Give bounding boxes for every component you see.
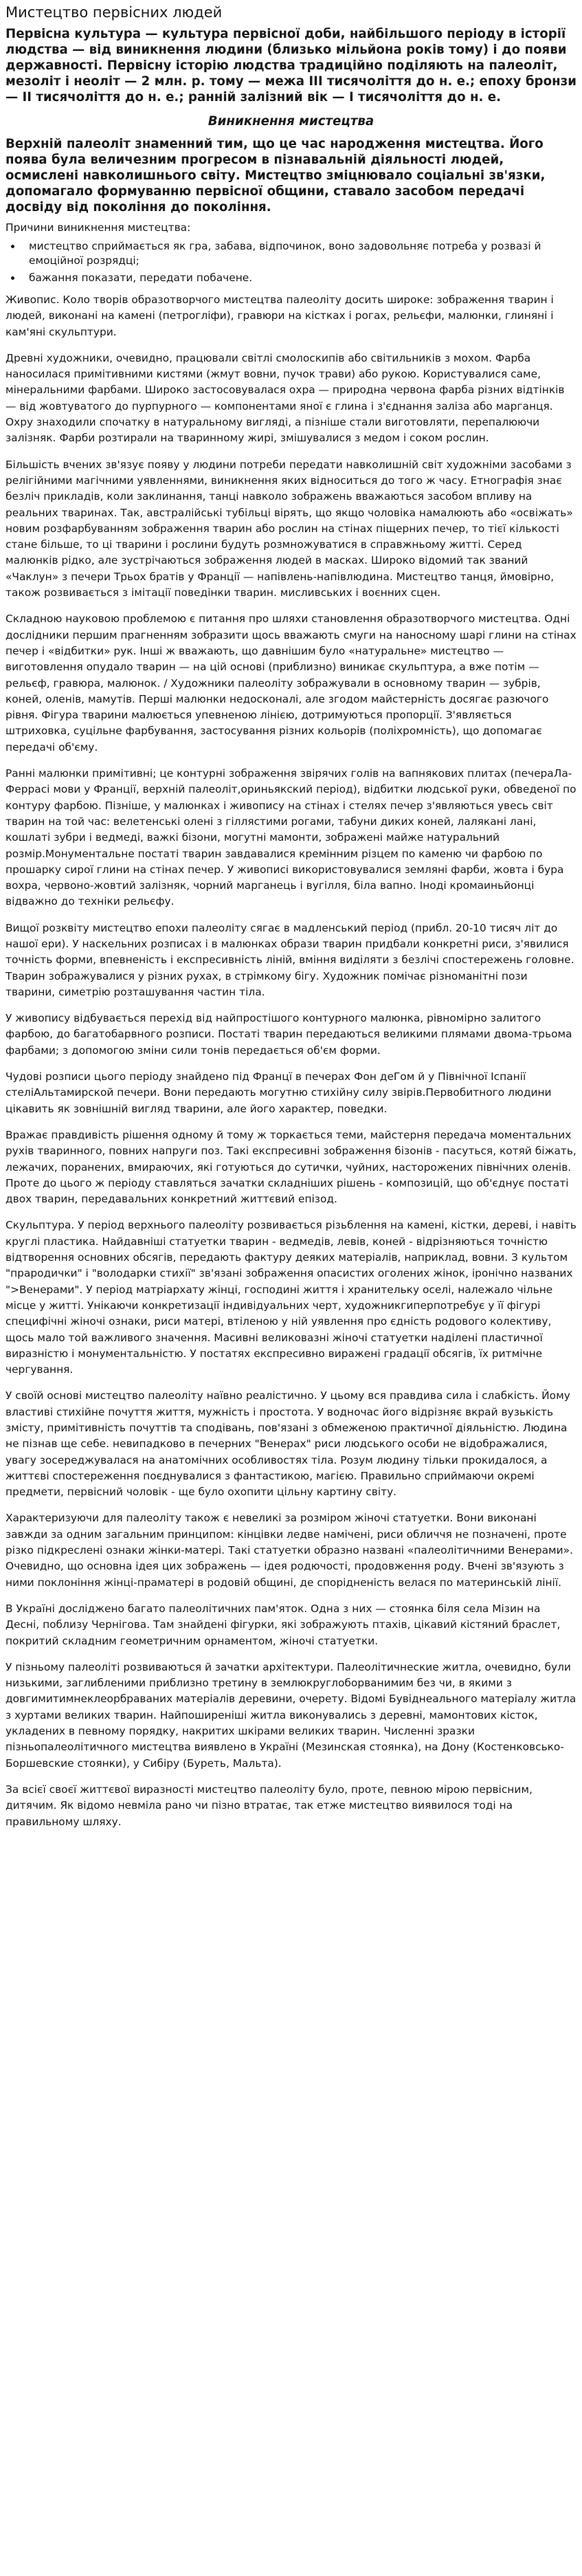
paragraph-artists: Древні художники, очевидно, працювали світлі смолоскипів або світильників з мохом. Фарба наносилася примітивними кистями (жмут вовни, пучок трави) або рукою. Користувалися саме, мінеральними фарбами. Широко застосовувалася охра — природна червона фарба різних відтінків — від жовтуватого до пурпурного — компонентами яної є глина і з'єднання заліза або марганця. Охру знаходили спочатку в натуральному вигляді, а пізніше стали виготовляти, перепалюючи залізняк. Фарби розтирали на тваринному жирі, змішувалися з медом і соком рослин. bbox=[5, 351, 565, 445]
paragraph-polychrome: У живопису відбувається перехід від найпростішого контурного малюнка, рівномірно залитого фарбою, до багатобарвного розписи. Постаті тварин передаються великими плямами двома-трьома фарбами; з допомогою зміни сили тонів передається об'єм форми. bbox=[5, 1012, 572, 1057]
paragraph-realism: У своїй основі мистецтво палеоліту наївно реалістично. У цьому вся правдива сила і слабкість. Йому властиві стихійне почуття життя, мужність і простота. У водночас його відрізняє вкрай вузькість змісту, примітивність почуттів та сподівань, пов'язані з обмеженою практичної діяльністю. Людина не пізнав ще себе. невипадково в печерних "Венерах" риси людського особи не відображалися, увагу зосереджувалася на анатомічних особливостях тіла. Розум людину тільки прокидалося, а життєві спостереження поєднувалися з фантастикою, магією. Правильно сприймаючи окремі предмети, первісний чоловік - ще було охопити цільну картину світу. bbox=[5, 1389, 570, 1499]
page-title: Мистецтво первісних людей bbox=[5, 4, 223, 21]
paragraph-early-drawings: Ранні малюнки примітивні; це контурні зображення звірячих голів на вапнякових плитах (печераЛа-Феррасі мови у Франції, верхній палеоліт,ориньякский період), відбитки людської руки, обведеної по контуру фарбою. Пізніше, у малюнках і живопису на стінах і стелях печер з'являються увесь світ тварин на той час: велетенські олені з гіллястими рогами, табуни диких коней, лалякані лані, кошлаті зубри і ведмеді, важкі бізони, могутні мамонти, зображені майже натуральний розмір.Монументальне постаті тварин завдавалися кремінним різцем по каменю чи фарбою по прошарку сирої глини на стінах печер. У живописі використовувалися земляні фарби, жовта і бура вохра, червоно-жовтий залізняк, чорний марганець і вугілля, біла вапно. Іноді кромаиньйонці відважно до техніки рельєфу. bbox=[5, 767, 577, 908]
paragraph-caves: Чудові розписи цього періоду знайдено під Францї в печерах Фон деГом й у Північної Іспанії стеліАльтамирской печери. Вони передають могутню стихійну силу звірів.Первобитного людини цікавить як зовнішній вигляд тварини, але його характер, поведки. bbox=[5, 1070, 552, 1115]
section-heading: Виникнення мистецтва bbox=[208, 114, 374, 129]
paragraph-truthfulness: Вражає правдивість рішення одному й тому ж торкається теми, майстерня передача моментальних рухів тваринного, повних напруги поз. Такі експресивні зображення бізонів - пасуться, котяй біжать, лежачих, поранених, вмираючих, які готуються до сутички, чуйних, насторожених північних оленів. Проте до цього ж періоду ставляться зачатки складніших рішень - композицій, що об'єднує постаті двох тварин, передавальних конкретний життєвий епізод. bbox=[5, 1128, 577, 1206]
reasons-list bbox=[5, 239, 577, 285]
paragraph-painting: Живопис. Коло творів образотворчого мистецтва палеоліту досить широке: зображення тварин і людей, виконані на камені (петрогліфи), гравюри на кістках і рогах, рельєфи, малюнки, глиняні і кам'яні скульптури. bbox=[5, 294, 554, 338]
paragraph-sculpture: Скульптура. У період верхнього палеоліту розвивається різьблення на камені, кістки, дереві, і навіть круглі пластика. Найдавніші статуетки тварин - ведмедів, левів, коней - відрізняються точністю відтворення основних обсягів, передають фактуру деяких матеріалів, наприклад, вовни. З культом "прародички" і "володарки стихії" зв'язані зображення опасистих оголених жінок, іронічно названих ">Венерами". У період матріархату жінці, господині життя і хранительку оселі, належало чільне місце у житті. Унікаючи конкретизації індивідуальних черт, художникгиперпотребує у її фігурі специфічні жіночі ознаки, риси матері, втіленою у ній уявлення про єдність родового колективу, щось мало той важливого значення. Масивні великовазні жіночі статуетки наділені пластичної виразністю і монументальністю. У постатях експресивно виражені градації обсягів, їх ритмічне чергування. bbox=[5, 1219, 577, 1376]
reason-item: • мистецтво сприймається як гра, забава, відпочинок, воно задовольняє потреба у розвазі й емоційної розрядці; bbox=[22, 239, 577, 268]
paragraph-conclusion: За всієї своєї життєвої виразності мистецтво палеоліту було, проте, певною мірою первісним, дитячим. Як відомо невміла рано чи пізно втратає, так етже мистецтво виявилося тоді на правильному шляху. bbox=[5, 1783, 533, 1828]
paragraph-ukraine: В Україні досліджено багато палеолітичних пам'яток. Одна з них — стоянка біля села Мізин на Десні, поблизу Чернігова. Там знайдені фігурки, які зображують птахів, цікавий кістяний браслет, покритий складним геометричним орнаментом, жіночі статуетки. bbox=[5, 1602, 561, 1647]
lead-paragraph: Верхній палеоліт знаменний тим, що це час народження мистецтва. Його поява була величезним прогресом в пізнавальній діяльності людей, осмислені навколишнього світу. Мистецтво зміцнювало соціальні зв'язки, допомагало формуванню первісної общини, ставало засобом передачі досвіду від покоління до покоління. bbox=[5, 137, 546, 214]
reasons-title: Причини виникнення мистецтва: bbox=[5, 221, 191, 234]
paragraph-magic: Більшість вчених зв'язує появу у людини потреби передати навколишній світ художніми засобами з релігійними магічними уявленнями, виникнення яких відноситься до того ж часу. Етнографія знає безліч прикладів, коли заклинання, танці навколо зображень вважаються засобом впливу на реальних тваринах. Так, австралійські тубільці вірять, що якщо чоловіка намалюють або «освіжать» новим розфарбуванням зображення тварин або рослин на стінах піщерних печер, то тієї кількості стане більше, то ці тварини і рослини будуть розмножуватися в справжньому житті. Серед малюнків рідко, але зустрічаються зображення людей в масках. Широко відомий так званий «Чаклун» з печери Трьох братів у Франції — напівлень-напівлюдина. Мистецтво танця, ймовірно, також розвивається з імітації поведінки тварин. мисливських і воєнних сцен. bbox=[5, 458, 573, 599]
intro-paragraph: Первісна культура — культура первісної доби, найбільшого періоду в історії людства — від виникнення людини (близько мільйона років тому) і до появи державності. Первісну історію людства традиційно поділяють на палеоліт, мезоліт і неоліт — 2 млн. р. тому — межа ІІІ тисячоліття до н. е.; епоху бронзи — ІІ тисячоліття до н. е.; ранній залізний вік — І тисячоліття до н. е. bbox=[5, 27, 577, 104]
paragraph-magdalenian: Вищої розквіту мистецтво епохи палеоліту сягає в мадленський період (прибл. 20-10 тисяч літ до нашої ери). У наскельних розписах і в малюнках образи тварин придбали конкретні риси, з'явилися точність форми, впевненість і експресивність ліній, вміння виділяти з безлічі спостережень головне. Тварин зображувалися у різних рухах, в стрімкому бігу. Художник помічає різноманітні пози тварини, симетрію розташування частин тіла. bbox=[5, 921, 574, 998]
paragraph-architecture: У пізньому палеоліті розвиваються й зачатки архітектури. Палеолітичнеские житла, очевидно, були низькими, заглибленими приблизно третину в землюкруглоборванимим без чи, в якими з довгимитимнеклеорбраваних матеріалів деревини, очерету. Відомі Бувіднеального матеріалу житла з хуртами великих тварин. Найпоширеніші житла виконувались з деревні, мамонтових кісток, укладених в певному порядку, накритих шкірами великих тварин. Численні зразки пізньопалеолітичного мистецтва виявлено в Україні (Мезинская стоянка), на Дону (Костенковсько-Боршевские стоянки), у Сибіру (Буреть, Мальта). bbox=[5, 1660, 577, 1770]
paragraph-origins: Складною науковою проблемою є питання про шляхи становлення образотворчого мистецтва. Одні дослідники першим прагненням зобразити щось вважають смуги на наносному шарі глини на стінах печер і «відбитки» рук. Інші ж вважають, що давнішим було «натуральне» мистецтво — виготовлення опудало тварин — на цій основі (приблизно) виникає скульптура, а вже потім — рельєф, гравюра, малюнок. / Художники палеоліту зображували в основному тварин — зубрів, коней, оленів, мамутів. Перші малюнки недосконалі, але згодом майстерність досягає разючого рівня. Фігура тварини малюється упевненою лінією, дотримуються пропорції. З'являється штриховка, суцільне фарбування, застосування різних кольорів (поліхромність), що допомагає передачі об'єму. bbox=[5, 613, 577, 753]
paragraph-venus: Характеризуючи для палеоліту також є невеликі за розміром жіночі статуетки. Вони виконані завжди за одним загальним принципом: кінцівки ледве намічені, риси обличчя не позначені, проте різко підкреслені ознаки жінки-матері. Такі статуетки образно названі «палеолітичними Венерами». Очевидно, що основна ідея цих зображень — ідея родючості, продовження роду. Вчені зв'язують з ними поклоніння жінці-праматері в родовій общині, де спорідненість велася по материнській лінії. bbox=[5, 1512, 573, 1589]
reason-item: • бажання показати, передати побачене. bbox=[22, 271, 577, 285]
